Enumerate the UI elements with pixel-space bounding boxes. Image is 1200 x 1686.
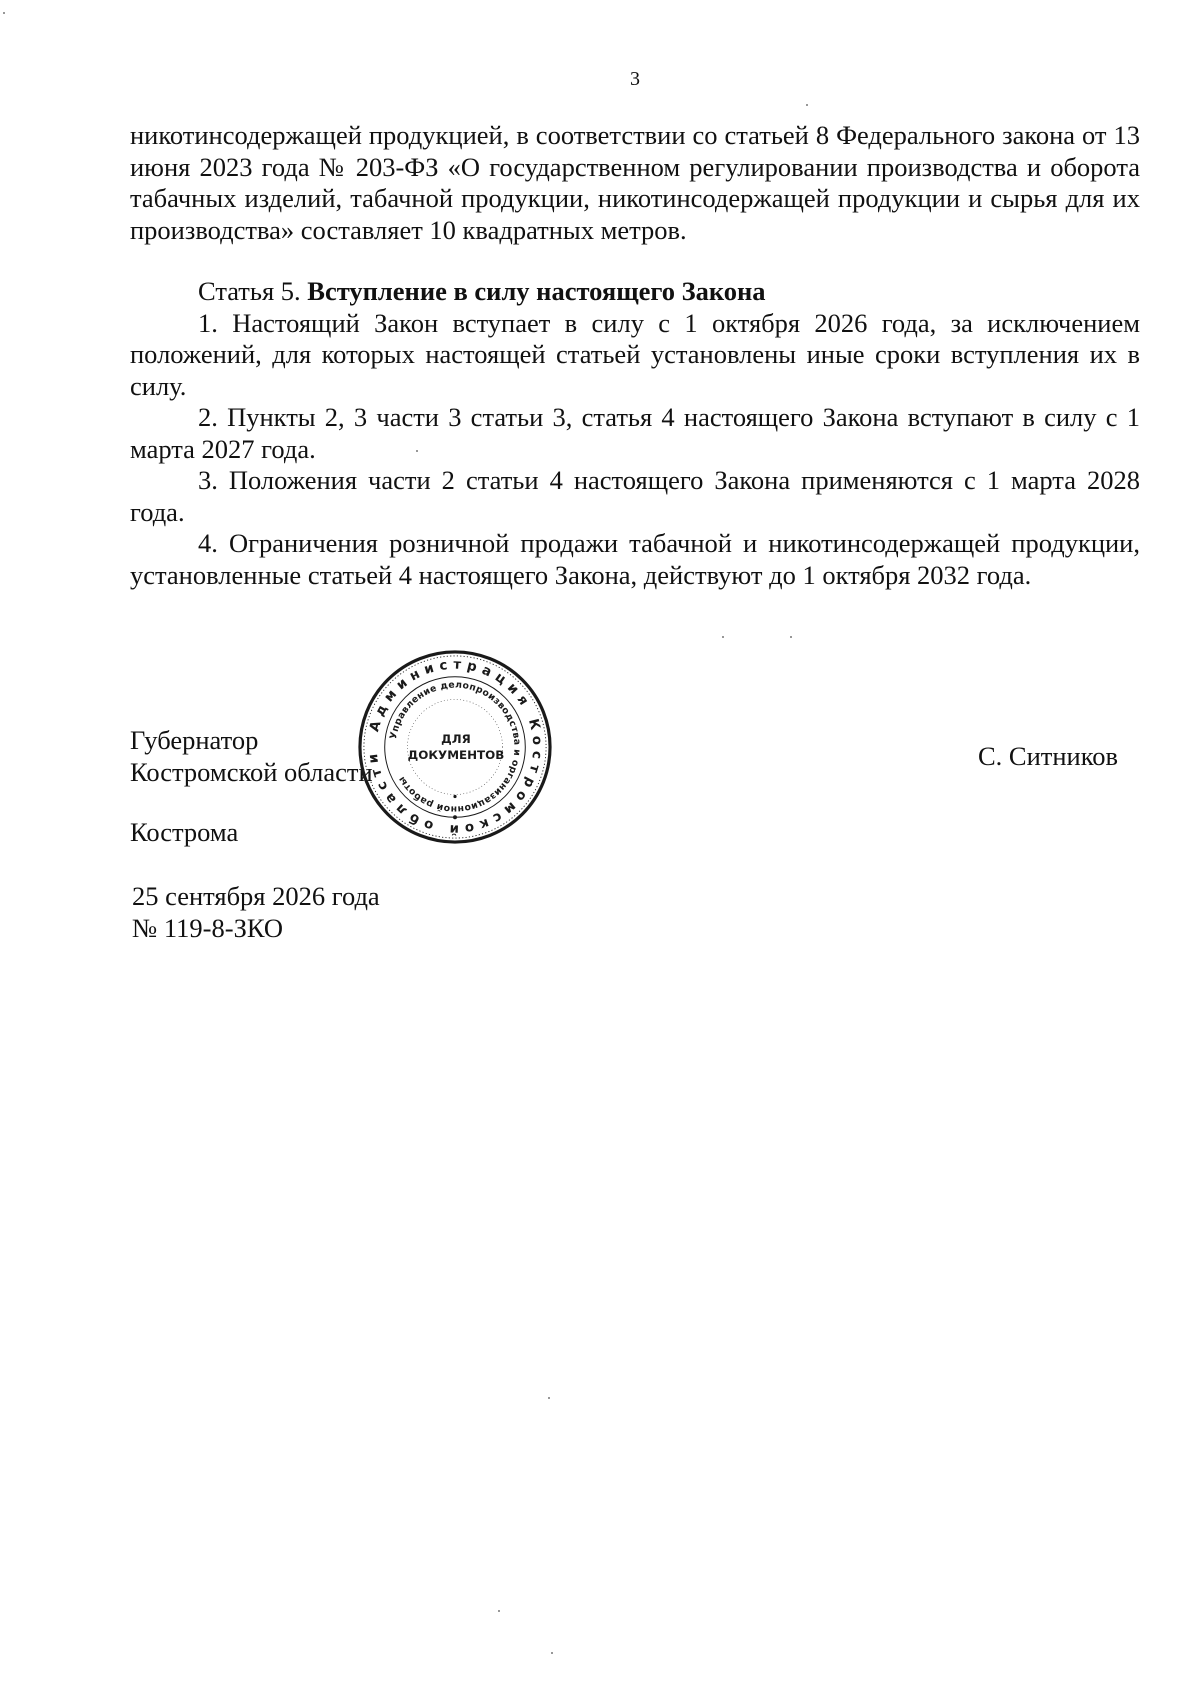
paragraph-item-1: 1. Настоящий Закон вступает в силу с 1 октября 2026 года, за исключением положений, для которых настоящей статьей установлены иные сроки вступления их в силу. xyxy=(130,307,1140,401)
article-heading xyxy=(130,276,1140,308)
article-label: Статья 5. xyxy=(198,276,301,306)
paragraph-item-2: 2. Пункты 2, 3 части 3 статьи 3, статья 4 настоящего Закона вступают в силу с 1 марта 2027 года. xyxy=(130,402,1140,464)
document-body xyxy=(130,120,1140,591)
paragraph-item-4: 4. Ограничения розничной продажи табачной и никотинсодержащей продукции, установленные статьей 4 настоящего Закона, действуют до 1 октября 2032 года. xyxy=(130,528,1140,590)
law-number: № 119-8-ЗКО xyxy=(132,913,284,943)
signatory-title: Губернатор xyxy=(130,725,259,755)
scan-speck xyxy=(551,1652,553,1654)
stamp-dot-icon xyxy=(453,795,456,798)
scan-speck xyxy=(3,12,5,14)
stamp-seal-graphic xyxy=(356,648,554,846)
date-number-block xyxy=(132,880,380,944)
page-number: 3 xyxy=(630,68,640,90)
signatory-position xyxy=(130,724,373,788)
signer-name: С. Ситников xyxy=(978,741,1119,771)
stamp-center-line2: ДОКУМЕНТОВ xyxy=(407,747,505,762)
scan-speck xyxy=(498,1610,500,1612)
scan-speck xyxy=(806,104,808,106)
stamp-outer-text: Администрация Костромской области xyxy=(365,657,545,837)
signing-date: 25 сентября 2026 года xyxy=(132,881,380,911)
official-stamp xyxy=(356,648,554,846)
scan-speck xyxy=(416,450,418,452)
paragraph-item-3: 3. Положения части 2 статьи 4 настоящего Закона применяются с 1 марта 2028 года. xyxy=(130,465,1140,527)
article-title: Вступление в силу настоящего Закона xyxy=(307,276,766,306)
paragraph-continued: никотинсодержащей продукцией, в соответствии со статьей 8 Федерального закона от 13 июня 2023 года № 203-ФЗ «О государственном регулировании производства и оборота табачных изделий, табачной продукции, никотинсодержащей продукции и сырья для их производства» составляет 10 квадратных метров. xyxy=(130,120,1140,245)
stamp-dot-icon xyxy=(453,815,457,819)
signatory-region: Костромской области xyxy=(130,757,373,787)
stamp-center-line1: ДЛЯ xyxy=(441,732,471,747)
scan-speck xyxy=(722,636,724,638)
scan-speck xyxy=(548,1397,550,1399)
stamp-inner-text: Управление делопроизводства и организационной работы xyxy=(388,679,523,815)
scan-speck xyxy=(790,636,792,638)
signing-place: Кострома xyxy=(130,817,239,847)
